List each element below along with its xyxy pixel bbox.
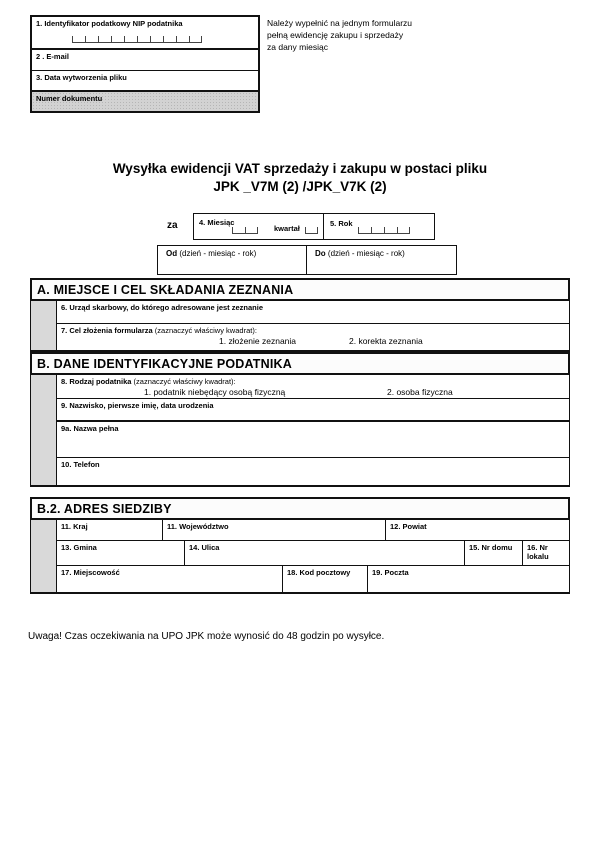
za-label: za <box>167 220 178 231</box>
date-to-label: Do <box>315 249 326 258</box>
document-number-label: Numer dokumentu <box>36 94 103 103</box>
file-creation-date-label: 3. Data wytworzenia pliku <box>36 73 127 82</box>
field-tax-office[interactable] <box>57 301 569 324</box>
date-from-label: Od <box>166 249 178 258</box>
section-a-body <box>30 301 570 352</box>
upo-wait-time-note: Uwaga! Czas oczekiwania na UPO JPK może wynosić do 48 godzin po wysyłce. <box>28 631 385 642</box>
field-taxpayer-type-label <box>61 377 565 386</box>
quarter-label: kwartał <box>274 224 300 233</box>
option-korekta-zeznania[interactable]: 2. korekta zeznania <box>349 336 423 346</box>
instruction-line-3: za dany miesiąc <box>267 42 328 52</box>
field-commune-label: 13. Gmina <box>61 543 97 552</box>
field-apartment-number-label: 16. Nr lokalu <box>527 543 549 561</box>
field-surname-firstname-birthdate[interactable] <box>57 399 569 422</box>
field-country[interactable] <box>57 520 163 541</box>
email-field[interactable] <box>32 50 258 71</box>
nip-label: 1. Identyfikator podatkowy NIP podatnika <box>36 19 183 28</box>
taxpayer-id-box <box>30 15 260 113</box>
field-apartment-number[interactable] <box>523 541 569 566</box>
option-osoba-fizyczna[interactable]: 2. osoba fizyczna <box>387 387 453 397</box>
year-cell <box>324 214 434 239</box>
quarter-input[interactable] <box>305 227 318 234</box>
section-a-margin-strip <box>31 301 57 350</box>
instruction-note <box>267 17 412 53</box>
field-city-label: 17. Miejscowość <box>61 568 120 577</box>
field-form-purpose-hint: (zaznaczyć właściwy kwadrat): <box>154 326 257 335</box>
option-podatnik-niebedacy-osoba-fizyczna[interactable]: 1. podatnik niebędący osobą fizyczną <box>144 387 286 397</box>
field-voivodeship[interactable] <box>163 520 386 541</box>
field-post-office[interactable] <box>368 566 569 592</box>
form-title <box>0 160 600 196</box>
field-street-label: 14. Ulica <box>189 543 220 552</box>
month-input[interactable] <box>232 227 258 234</box>
field-taxpayer-type-label-number: 8. Rodzaj podatnika <box>61 377 132 386</box>
section-b2 <box>30 497 570 594</box>
year-label: 5. Rok <box>330 219 353 228</box>
section-b-margin-strip <box>31 375 57 485</box>
field-country-label: 11. Kraj <box>61 522 88 531</box>
date-range-box <box>157 245 457 275</box>
field-postal-code-label: 18. Kod pocztowy <box>287 568 351 577</box>
form-title-line-1: Wysyłka ewidencji VAT sprzedaży i zakupu w postaci pliku <box>112 161 488 176</box>
field-county[interactable] <box>386 520 569 541</box>
form-title-line-2: JPK _V7M (2) /JPK_V7K (2) <box>213 179 387 194</box>
nip-field[interactable] <box>32 17 258 50</box>
field-telephone[interactable] <box>57 458 569 485</box>
field-form-purpose-label <box>61 326 565 335</box>
section-b2-margin-strip <box>31 520 57 592</box>
month-quarter-cell <box>194 214 324 239</box>
field-full-name-label: 9a. Nazwa pełna <box>61 424 119 433</box>
field-taxpayer-type <box>57 375 569 399</box>
field-full-name[interactable] <box>57 422 569 458</box>
date-from-hint: (dzień - miesiąc - rok) <box>179 249 257 258</box>
field-postal-code[interactable] <box>283 566 368 592</box>
date-from-field[interactable] <box>158 246 307 274</box>
section-b2-body <box>30 520 570 594</box>
year-input[interactable] <box>358 227 410 234</box>
field-county-label: 12. Powiat <box>390 522 427 531</box>
field-house-number-label: 15. Nr domu <box>469 543 513 552</box>
field-form-purpose-label-number: 7. Cel złożenia formularza <box>61 326 153 335</box>
section-b2-header: B.2. ADRES SIEDZIBY <box>30 497 570 520</box>
field-surname-label: 9. Nazwisko, pierwsze imię, data urodzenia <box>61 401 214 410</box>
field-city[interactable] <box>57 566 283 592</box>
section-b-body <box>30 375 570 487</box>
email-label: 2 . E-mail <box>36 52 69 61</box>
section-a <box>30 278 570 352</box>
field-voivodeship-label: 11. Województwo <box>167 522 229 531</box>
field-form-purpose <box>57 324 569 350</box>
document-number-field <box>32 92 258 111</box>
instruction-line-1: Należy wypełnić na jednym formularzu <box>267 18 413 28</box>
period-box <box>193 213 435 240</box>
section-b-header: B. DANE IDENTYFIKACYJNE PODATNIKA <box>30 352 570 375</box>
section-a-header: A. MIEJSCE I CEL SKŁADANIA ZEZNANIA <box>30 278 570 301</box>
file-creation-date-field[interactable] <box>32 71 258 92</box>
section-b <box>30 352 570 487</box>
nip-input[interactable] <box>72 36 202 43</box>
field-tax-office-label: 6. Urząd skarbowy, do którego adresowane jest zeznanie <box>61 303 264 312</box>
field-commune[interactable] <box>57 541 185 566</box>
field-post-office-label: 19. Poczta <box>372 568 409 577</box>
field-house-number[interactable] <box>465 541 523 566</box>
instruction-line-2: pełną ewidencję zakupu i sprzedaży <box>267 30 404 40</box>
date-to-hint: (dzień - miesiąc - rok) <box>327 249 405 258</box>
field-taxpayer-type-hint: (zaznaczyć właściwy kwadrat): <box>133 377 236 386</box>
field-street[interactable] <box>185 541 465 566</box>
date-to-field[interactable] <box>307 246 456 274</box>
month-label: 4. Miesiąc <box>199 218 235 227</box>
option-zlozenie-zeznania[interactable]: 1. złożenie zeznania <box>219 336 297 346</box>
field-telephone-label: 10. Telefon <box>61 460 100 469</box>
